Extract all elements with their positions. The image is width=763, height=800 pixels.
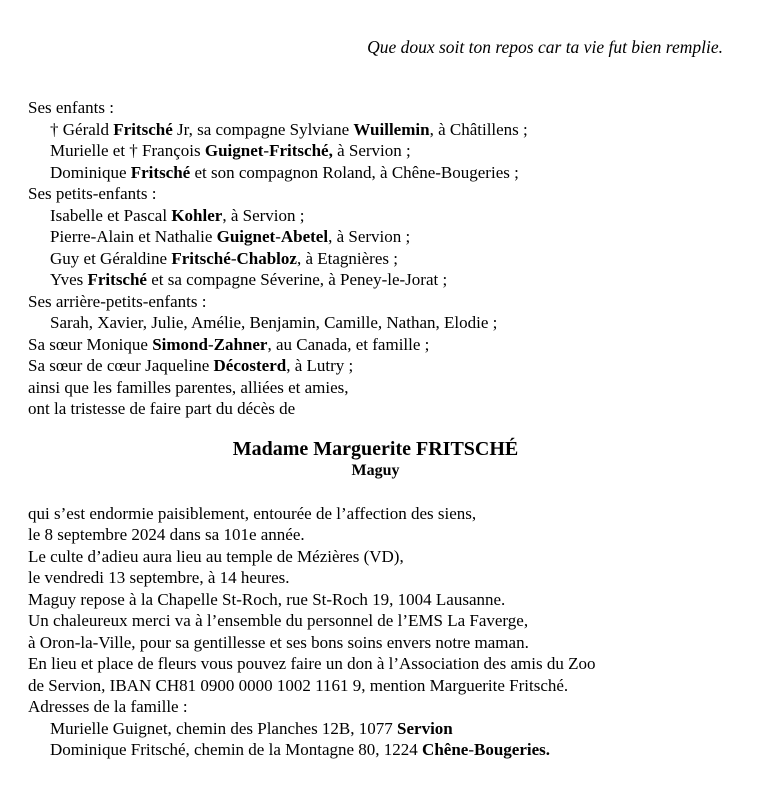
emphasized-name: Décosterd bbox=[213, 356, 287, 375]
emphasized-name: Fritsché, bbox=[269, 141, 333, 160]
text-segment: Maguy repose à la Chapelle St-Roch, rue St-Roch 19, 1004 Lausanne. bbox=[28, 589, 506, 609]
text-segment: Murielle et † François bbox=[50, 141, 205, 160]
emphasized-name: Fritsché bbox=[113, 119, 173, 139]
text-line bbox=[28, 162, 723, 184]
text-line bbox=[28, 718, 723, 740]
text-segment: Ses petits-enfants : bbox=[28, 184, 157, 203]
text-segment: Isabelle et Pascal bbox=[50, 205, 172, 225]
text-line bbox=[28, 334, 723, 356]
text-segment: , à Servion ; bbox=[328, 227, 411, 246]
emphasized-name: Kohler bbox=[171, 205, 223, 225]
text-line bbox=[28, 398, 723, 420]
text-segment: ainsi que les familles parentes, alliées et amies, bbox=[28, 377, 349, 397]
text-segment: ont la tristesse de faire part du décès de bbox=[28, 399, 296, 418]
emphasized-name: Servion bbox=[397, 718, 453, 738]
text-line bbox=[28, 291, 723, 313]
text-segment: à Oron-la-Ville, pour sa gentillesse et ses bons soins envers notre maman. bbox=[28, 632, 529, 652]
text-line bbox=[28, 205, 723, 227]
text-segment: En lieu et place de fleurs vous pouvez faire un don à l’Association des amis du Zoo bbox=[28, 654, 596, 673]
text-segment: - bbox=[230, 248, 237, 268]
emphasized-name: Fritsché bbox=[130, 162, 191, 182]
text-line bbox=[28, 696, 723, 718]
text-segment: , au Canada, et famille ; bbox=[267, 334, 430, 354]
family-list bbox=[28, 97, 723, 420]
text-segment: , à Servion ; bbox=[222, 205, 305, 225]
text-segment: de Servion, IBAN CH81 0900 0000 1002 1161 9, mention Marguerite Fritsché. bbox=[28, 675, 569, 695]
text-segment: Dominique Fritsché, chemin de la Montagne 80, 1224 bbox=[50, 740, 423, 759]
text-segment: Guy et Géraldine bbox=[50, 248, 172, 268]
text-line bbox=[28, 567, 723, 589]
text-segment: - bbox=[263, 141, 270, 160]
text-segment: Ses enfants : bbox=[28, 98, 114, 117]
emphasized-name: Guignet bbox=[216, 227, 276, 246]
deceased-nickname: Maguy bbox=[351, 461, 400, 479]
text-segment: le 8 septembre 2024 dans sa 101e année. bbox=[28, 525, 305, 544]
text-segment: Dominique bbox=[50, 162, 131, 182]
text-segment: qui s’est endormie paisiblement, entourée de l’affection des siens, bbox=[28, 503, 477, 523]
text-segment: Adresses de la famille : bbox=[28, 697, 188, 716]
text-segment: † Gérald bbox=[50, 119, 114, 139]
text-segment: Sa sœur de cœur Jaqueline bbox=[28, 356, 214, 375]
text-segment: - bbox=[207, 334, 214, 354]
text-line bbox=[28, 524, 723, 546]
text-segment: - bbox=[468, 740, 474, 759]
text-line bbox=[28, 183, 723, 205]
text-line bbox=[28, 248, 723, 270]
text-line bbox=[28, 546, 723, 568]
text-segment: Sa sœur Monique bbox=[28, 334, 153, 354]
emphasized-name: Guignet bbox=[204, 141, 264, 160]
emphasized-name: Chabloz bbox=[236, 248, 297, 268]
text-line bbox=[28, 653, 723, 675]
deceased-name-block bbox=[28, 437, 723, 481]
text-segment: Sarah, Xavier, Julie, Amélie, Benjamin, Camille, Nathan, Elodie ; bbox=[50, 313, 498, 332]
text-line bbox=[28, 119, 723, 141]
text-segment: , à Châtillens ; bbox=[429, 119, 528, 139]
text-line bbox=[28, 269, 723, 291]
text-segment: Pierre-Alain et Nathalie bbox=[50, 227, 217, 246]
text-line bbox=[28, 610, 723, 632]
text-segment: , à Lutry ; bbox=[286, 356, 354, 375]
text-line bbox=[28, 739, 723, 761]
deceased-name: Madame Marguerite FRITSCHÉ bbox=[232, 437, 519, 460]
text-line bbox=[28, 632, 723, 654]
text-segment: Ses arrière-petits-enfants : bbox=[28, 291, 207, 311]
emphasized-name: Fritsché bbox=[87, 270, 147, 289]
emphasized-name: Zahner bbox=[213, 334, 268, 354]
epigraph-quote: Que doux soit ton repos car ta vie fut bien remplie. bbox=[367, 37, 723, 57]
emphasized-name: Bougeries. bbox=[474, 740, 551, 759]
text-segment: - bbox=[275, 227, 281, 246]
emphasized-name: Abetel bbox=[280, 227, 329, 246]
text-segment: Murielle Guignet, chemin des Planches 12B, 1077 bbox=[50, 718, 398, 738]
text-segment: , à Etagnières ; bbox=[296, 248, 398, 268]
text-segment: le vendredi 13 septembre, à 14 heures. bbox=[28, 568, 290, 587]
emphasized-name: Fritsché bbox=[171, 248, 231, 268]
emphasized-name: Wuillemin bbox=[353, 119, 430, 139]
text-segment: Yves bbox=[50, 270, 88, 289]
text-line bbox=[28, 97, 723, 119]
text-segment: Le culte d’adieu aura lieu au temple de Mézières (VD), bbox=[28, 546, 404, 566]
text-line bbox=[28, 140, 723, 162]
text-segment: et son compagnon Roland, à Chêne-Bougeries ; bbox=[190, 162, 519, 182]
text-line bbox=[28, 503, 723, 525]
text-segment: à Servion ; bbox=[332, 141, 411, 160]
text-line bbox=[28, 355, 723, 377]
text-segment: Un chaleureux merci va à l’ensemble du personnel de l’EMS La Faverge, bbox=[28, 611, 529, 630]
text-segment: et sa compagne Séverine, à Peney-le-Jorat ; bbox=[146, 270, 448, 289]
text-line bbox=[28, 312, 723, 334]
text-segment: Jr, sa compagne Sylviane bbox=[172, 119, 354, 139]
text-line bbox=[28, 589, 723, 611]
emphasized-name: Chêne bbox=[422, 740, 469, 759]
text-line bbox=[28, 226, 723, 248]
announcement-text bbox=[28, 503, 723, 761]
emphasized-name: Simond bbox=[152, 334, 208, 354]
text-line bbox=[28, 377, 723, 399]
text-line bbox=[28, 675, 723, 697]
